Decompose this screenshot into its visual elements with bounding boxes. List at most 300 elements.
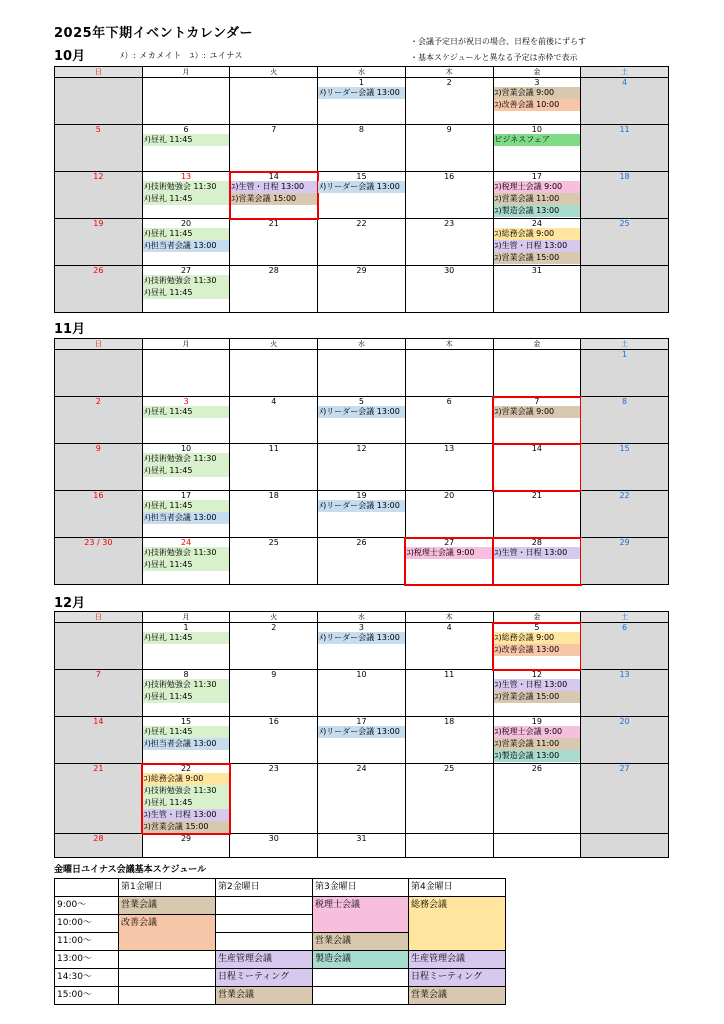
schedule-header-week1: 第1金曜日 bbox=[119, 879, 216, 897]
day-number: 20 bbox=[444, 491, 455, 500]
day-number: 17 bbox=[356, 717, 367, 726]
weekday-header: 月 bbox=[142, 612, 230, 623]
event-item: ﾕ)営業会議 9:00 bbox=[494, 406, 581, 418]
day-number bbox=[55, 78, 142, 87]
event-item: ﾒ)昼礼 11:45 bbox=[143, 228, 230, 240]
day-cell bbox=[405, 444, 493, 491]
time-label: 13:00～ bbox=[55, 951, 119, 969]
day-cell bbox=[493, 538, 581, 585]
day-number: 26 bbox=[356, 538, 367, 547]
day-cell bbox=[493, 623, 581, 670]
day-number bbox=[55, 623, 142, 632]
day-cell bbox=[581, 491, 669, 538]
day-number: 29 bbox=[356, 266, 367, 275]
schedule-empty bbox=[216, 933, 313, 951]
day-number: 15 bbox=[356, 172, 367, 181]
event-item: ﾒ)昼礼 11:45 bbox=[143, 559, 230, 571]
weekday-header: 木 bbox=[405, 339, 493, 350]
day-cell bbox=[55, 125, 143, 172]
event-item: ﾕ)生管・日程 13:00 bbox=[494, 240, 581, 252]
day-number: 9 bbox=[446, 125, 452, 134]
calendar-december bbox=[54, 611, 669, 858]
day-number: 1 bbox=[622, 350, 628, 359]
day-number: 3 bbox=[358, 623, 364, 632]
event-item: ﾕ)生管・日程 13:00 bbox=[494, 547, 581, 559]
day-number: 2 bbox=[446, 78, 452, 87]
day-number: 14 bbox=[93, 717, 104, 726]
day-number: 16 bbox=[268, 717, 279, 726]
day-cell bbox=[55, 538, 143, 585]
day-number: 27 bbox=[619, 764, 630, 773]
schedule-title: 金曜日ユイナス会議基本スケジュール bbox=[54, 865, 207, 875]
day-number: 3 bbox=[534, 78, 540, 87]
day-cell bbox=[405, 397, 493, 444]
event-item: ﾒ)担当者会議 13:00 bbox=[143, 738, 230, 750]
day-cell bbox=[230, 397, 318, 444]
month-label-dec: 12月 bbox=[54, 596, 86, 611]
weekday-header: 金 bbox=[493, 612, 581, 623]
day-cell bbox=[581, 834, 669, 858]
day-cell bbox=[55, 670, 143, 717]
event-item: ﾕ)税理士会議 9:00 bbox=[406, 547, 493, 559]
schedule-header-blank bbox=[55, 879, 119, 897]
day-number: 18 bbox=[268, 491, 279, 500]
day-cell bbox=[405, 491, 493, 538]
day-cell bbox=[142, 78, 230, 125]
event-item: ﾕ)税理士会議 9:00 bbox=[494, 181, 581, 193]
day-cell bbox=[581, 717, 669, 764]
day-cell bbox=[581, 444, 669, 491]
event-item: ﾒ)昼礼 11:45 bbox=[143, 500, 230, 512]
schedule-empty bbox=[119, 987, 216, 1005]
event-item: ﾕ)生管・日程 13:00 bbox=[143, 809, 230, 821]
day-number: 2 bbox=[95, 397, 101, 406]
day-number: 10 bbox=[356, 670, 367, 679]
day-cell bbox=[55, 397, 143, 444]
month-label-nov: 11月 bbox=[54, 322, 86, 337]
schedule-item: 日程ミーティング bbox=[409, 969, 506, 987]
day-cell bbox=[142, 172, 230, 219]
day-number: 12 bbox=[531, 670, 542, 679]
day-number: 30 bbox=[444, 266, 455, 275]
event-item: ﾒ)技術勉強会 11:30 bbox=[143, 679, 230, 691]
schedule-empty bbox=[216, 897, 313, 915]
day-number bbox=[318, 350, 405, 359]
day-number: 24 bbox=[356, 764, 367, 773]
schedule-item: 営業会議 bbox=[409, 987, 506, 1005]
day-cell bbox=[405, 670, 493, 717]
day-number: 26 bbox=[93, 266, 104, 275]
day-number bbox=[143, 350, 230, 359]
day-cell bbox=[405, 717, 493, 764]
day-cell bbox=[55, 219, 143, 266]
day-number: 7 bbox=[271, 125, 277, 134]
day-number: 5 bbox=[534, 623, 540, 632]
calendar-november bbox=[54, 338, 669, 585]
event-item: ﾒ)リーダー会議 13:00 bbox=[318, 500, 405, 512]
day-cell bbox=[230, 764, 318, 834]
day-cell bbox=[405, 172, 493, 219]
day-cell bbox=[230, 172, 318, 219]
day-number: 31 bbox=[531, 266, 542, 275]
day-cell bbox=[230, 219, 318, 266]
day-number: 27 bbox=[444, 538, 455, 547]
day-number: 29 bbox=[180, 834, 192, 843]
day-cell bbox=[581, 538, 669, 585]
weekday-header: 金 bbox=[493, 67, 581, 78]
day-cell bbox=[142, 834, 230, 858]
day-cell bbox=[142, 350, 230, 397]
day-cell bbox=[55, 266, 143, 313]
day-cell bbox=[318, 834, 406, 858]
day-cell bbox=[405, 834, 493, 858]
day-number: 22 bbox=[619, 491, 630, 500]
event-item: ﾒ)技術勉強会 11:30 bbox=[143, 181, 230, 193]
legend: ﾒ）: メカメイト ﾕ）: ユイナス bbox=[120, 51, 243, 60]
day-cell bbox=[318, 219, 406, 266]
day-number: 29 bbox=[619, 538, 630, 547]
weekday-header: 日 bbox=[55, 339, 143, 350]
day-number: 4 bbox=[271, 397, 277, 406]
event-item: ﾕ)営業会議 9:00 bbox=[494, 87, 581, 99]
day-number: 5 bbox=[95, 125, 101, 134]
day-number: 12 bbox=[93, 172, 104, 181]
event-item: ﾕ)製造会議 13:00 bbox=[494, 750, 581, 762]
event-item: ﾒ)リーダー会議 13:00 bbox=[318, 726, 405, 738]
schedule-item: 営業会議 bbox=[216, 987, 313, 1005]
month-label-oct: 10月 bbox=[54, 49, 86, 64]
day-cell bbox=[318, 350, 406, 397]
day-number bbox=[55, 350, 142, 359]
day-number: 17 bbox=[531, 172, 542, 181]
day-cell bbox=[318, 491, 406, 538]
day-cell bbox=[581, 397, 669, 444]
event-item: ﾒ)昼礼 11:45 bbox=[143, 406, 230, 418]
schedule-empty bbox=[119, 969, 216, 987]
day-number bbox=[581, 834, 668, 843]
day-number: 18 bbox=[444, 717, 455, 726]
day-cell bbox=[230, 834, 318, 858]
day-cell bbox=[318, 764, 406, 834]
day-cell bbox=[318, 444, 406, 491]
day-cell bbox=[142, 397, 230, 444]
day-cell bbox=[142, 717, 230, 764]
day-cell bbox=[55, 444, 143, 491]
event-item: ビジネスフェア bbox=[494, 134, 581, 146]
schedule-empty bbox=[313, 969, 409, 987]
weekday-header: 火 bbox=[230, 612, 318, 623]
day-cell bbox=[493, 172, 581, 219]
schedule-header-week2: 第2金曜日 bbox=[216, 879, 313, 897]
time-label: 14:30～ bbox=[55, 969, 119, 987]
day-cell bbox=[142, 538, 230, 585]
day-number: 21 bbox=[93, 764, 104, 773]
day-number: 20 bbox=[180, 219, 192, 228]
event-item: ﾕ)生管・日程 13:00 bbox=[494, 679, 581, 691]
day-number: 8 bbox=[622, 397, 628, 406]
day-number bbox=[494, 834, 581, 843]
event-item: ﾕ)製造会議 13:00 bbox=[494, 205, 581, 217]
day-cell bbox=[142, 623, 230, 670]
day-number: 14 bbox=[268, 172, 279, 181]
day-number: 23 / 30 bbox=[84, 538, 113, 547]
day-cell bbox=[55, 78, 143, 125]
day-cell bbox=[318, 266, 406, 313]
day-number: 27 bbox=[180, 266, 192, 275]
event-item: ﾕ)営業会議 15:00 bbox=[494, 252, 581, 264]
day-cell bbox=[493, 764, 581, 834]
day-number: 12 bbox=[356, 444, 367, 453]
day-cell bbox=[55, 717, 143, 764]
weekday-header: 木 bbox=[405, 612, 493, 623]
day-cell bbox=[230, 717, 318, 764]
event-item: ﾕ)改善会議 13:00 bbox=[494, 644, 581, 656]
day-cell bbox=[230, 538, 318, 585]
day-cell bbox=[493, 670, 581, 717]
day-number: 16 bbox=[93, 491, 104, 500]
day-number: 8 bbox=[183, 670, 189, 679]
day-number: 3 bbox=[183, 397, 189, 406]
event-item: ﾒ)技術勉強会 11:30 bbox=[143, 785, 230, 797]
schedule-item: 総務会議 bbox=[409, 897, 506, 951]
day-number: 14 bbox=[531, 444, 542, 453]
day-cell bbox=[230, 491, 318, 538]
day-cell bbox=[405, 219, 493, 266]
event-item: ﾒ)リーダー会議 13:00 bbox=[318, 87, 405, 99]
event-item: ﾒ)リーダー会議 13:00 bbox=[318, 406, 405, 418]
schedule-empty bbox=[313, 987, 409, 1005]
day-cell bbox=[493, 219, 581, 266]
day-number: 6 bbox=[183, 125, 189, 134]
day-number: 13 bbox=[619, 670, 630, 679]
day-number: 11 bbox=[444, 670, 455, 679]
day-number: 18 bbox=[619, 172, 630, 181]
day-number: 15 bbox=[619, 444, 630, 453]
day-cell bbox=[55, 491, 143, 538]
event-item: ﾒ)技術勉強会 11:30 bbox=[143, 453, 230, 465]
day-cell bbox=[493, 444, 581, 491]
event-item: ﾒ)昼礼 11:45 bbox=[143, 287, 230, 299]
schedule-item: 営業会議 bbox=[313, 933, 409, 951]
time-label: 9:00～ bbox=[55, 897, 119, 915]
day-number: 16 bbox=[444, 172, 455, 181]
day-cell bbox=[581, 764, 669, 834]
day-cell bbox=[493, 125, 581, 172]
day-cell bbox=[142, 219, 230, 266]
day-cell bbox=[142, 266, 230, 313]
day-cell bbox=[142, 764, 230, 834]
day-cell bbox=[581, 623, 669, 670]
day-number: 25 bbox=[444, 764, 455, 773]
day-cell bbox=[493, 397, 581, 444]
day-cell bbox=[405, 538, 493, 585]
weekday-header: 土 bbox=[581, 67, 669, 78]
day-number: 23 bbox=[268, 764, 279, 773]
day-number: 4 bbox=[446, 623, 452, 632]
day-cell bbox=[230, 78, 318, 125]
schedule-item: 日程ミーティング bbox=[216, 969, 313, 987]
day-number: 21 bbox=[268, 219, 279, 228]
event-item: ﾕ)総務会議 9:00 bbox=[494, 228, 581, 240]
day-number: 21 bbox=[531, 491, 542, 500]
day-number: 6 bbox=[622, 623, 628, 632]
day-number: 19 bbox=[531, 717, 542, 726]
day-cell bbox=[318, 78, 406, 125]
schedule-item: 営業会議 bbox=[119, 897, 216, 915]
event-item: ﾕ)税理士会議 9:00 bbox=[494, 726, 581, 738]
event-item: ﾕ)営業会議 15:00 bbox=[494, 691, 581, 703]
time-label: 15:00～ bbox=[55, 987, 119, 1005]
day-cell bbox=[405, 266, 493, 313]
day-number: 28 bbox=[531, 538, 542, 547]
event-item: ﾒ)リーダー会議 13:00 bbox=[318, 181, 405, 193]
day-cell bbox=[55, 834, 143, 858]
day-number: 1 bbox=[358, 78, 364, 87]
time-label: 11:00～ bbox=[55, 933, 119, 951]
day-cell bbox=[581, 266, 669, 313]
weekday-header: 月 bbox=[142, 339, 230, 350]
event-item: ﾕ)営業会議 11:00 bbox=[494, 193, 581, 205]
weekday-header: 月 bbox=[142, 67, 230, 78]
day-cell bbox=[230, 623, 318, 670]
day-number: 22 bbox=[180, 764, 192, 773]
event-item: ﾒ)技術勉強会 11:30 bbox=[143, 275, 230, 287]
day-cell bbox=[405, 350, 493, 397]
event-item: ﾒ)昼礼 11:45 bbox=[143, 632, 230, 644]
event-item: ﾕ)生管・日程 13:00 bbox=[230, 181, 317, 193]
schedule-header-week3: 第3金曜日 bbox=[313, 879, 409, 897]
day-cell bbox=[493, 717, 581, 764]
page-title: 2025年下期イベントカレンダー bbox=[54, 26, 253, 41]
schedule-empty bbox=[216, 915, 313, 933]
event-item: ﾒ)昼礼 11:45 bbox=[143, 193, 230, 205]
day-number: 24 bbox=[180, 538, 192, 547]
day-number bbox=[406, 834, 493, 843]
day-cell bbox=[493, 350, 581, 397]
day-cell bbox=[405, 78, 493, 125]
day-number: 28 bbox=[268, 266, 279, 275]
day-cell bbox=[493, 491, 581, 538]
day-number bbox=[143, 78, 230, 87]
day-cell bbox=[55, 350, 143, 397]
friday-schedule-table bbox=[54, 878, 506, 1005]
event-item: ﾒ)技術勉強会 11:30 bbox=[143, 547, 230, 559]
day-number bbox=[406, 350, 493, 359]
day-number: 24 bbox=[531, 219, 542, 228]
weekday-header: 水 bbox=[318, 67, 406, 78]
day-cell bbox=[493, 78, 581, 125]
event-item: ﾕ)総務会議 9:00 bbox=[143, 773, 230, 785]
day-cell bbox=[405, 125, 493, 172]
day-cell bbox=[318, 623, 406, 670]
day-number: 9 bbox=[95, 444, 101, 453]
day-number: 31 bbox=[356, 834, 367, 843]
day-number: 10 bbox=[180, 444, 192, 453]
time-label: 10:00～ bbox=[55, 915, 119, 933]
weekday-header: 火 bbox=[230, 339, 318, 350]
day-number bbox=[581, 266, 668, 275]
schedule-item: 改善会議 bbox=[119, 915, 216, 951]
schedule-item: 税理士会議 bbox=[313, 897, 409, 933]
schedule-header-week4: 第4金曜日 bbox=[409, 879, 506, 897]
day-cell bbox=[581, 670, 669, 717]
day-number: 7 bbox=[95, 670, 101, 679]
event-item: ﾒ)担当者会議 13:00 bbox=[143, 240, 230, 252]
weekday-header: 日 bbox=[55, 67, 143, 78]
day-cell bbox=[318, 172, 406, 219]
day-cell bbox=[493, 834, 581, 858]
day-cell bbox=[581, 172, 669, 219]
weekday-header: 土 bbox=[581, 339, 669, 350]
day-number: 30 bbox=[268, 834, 279, 843]
day-number bbox=[230, 78, 317, 87]
day-cell bbox=[142, 444, 230, 491]
day-cell bbox=[581, 78, 669, 125]
weekday-header: 水 bbox=[318, 339, 406, 350]
day-number: 19 bbox=[93, 219, 104, 228]
weekday-header: 土 bbox=[581, 612, 669, 623]
day-cell bbox=[230, 350, 318, 397]
day-number: 5 bbox=[358, 397, 364, 406]
day-cell bbox=[55, 764, 143, 834]
day-cell bbox=[318, 670, 406, 717]
day-number: 13 bbox=[444, 444, 455, 453]
day-cell bbox=[318, 538, 406, 585]
weekday-header: 水 bbox=[318, 612, 406, 623]
day-cell bbox=[405, 623, 493, 670]
event-item: ﾕ)営業会議 15:00 bbox=[143, 821, 230, 833]
event-item: ﾕ)改善会議 10:00 bbox=[494, 99, 581, 111]
day-cell bbox=[318, 125, 406, 172]
day-number: 8 bbox=[358, 125, 364, 134]
weekday-header: 火 bbox=[230, 67, 318, 78]
note-red-frame: ・基本スケジュールと異なる予定は赤枠で表示 bbox=[410, 53, 578, 62]
day-number: 17 bbox=[180, 491, 192, 500]
day-cell bbox=[230, 125, 318, 172]
day-number bbox=[230, 350, 317, 359]
day-cell bbox=[318, 397, 406, 444]
event-item: ﾒ)リーダー会議 13:00 bbox=[318, 632, 405, 644]
day-cell bbox=[318, 717, 406, 764]
event-item: ﾒ)昼礼 11:45 bbox=[143, 726, 230, 738]
day-number: 13 bbox=[180, 172, 192, 181]
day-number: 19 bbox=[356, 491, 367, 500]
day-cell bbox=[55, 623, 143, 670]
day-number: 26 bbox=[531, 764, 542, 773]
weekday-header: 金 bbox=[493, 339, 581, 350]
day-cell bbox=[142, 491, 230, 538]
day-number: 2 bbox=[271, 623, 277, 632]
day-number: 4 bbox=[622, 78, 628, 87]
schedule-item: 生産管理会議 bbox=[216, 951, 313, 969]
day-cell bbox=[581, 125, 669, 172]
day-cell bbox=[493, 266, 581, 313]
day-cell bbox=[230, 670, 318, 717]
day-cell bbox=[142, 670, 230, 717]
day-number: 15 bbox=[180, 717, 192, 726]
day-cell bbox=[55, 172, 143, 219]
day-number: 11 bbox=[619, 125, 630, 134]
day-number: 1 bbox=[183, 623, 189, 632]
day-number bbox=[494, 350, 581, 359]
event-item: ﾒ)昼礼 11:45 bbox=[143, 797, 230, 809]
day-number: 11 bbox=[268, 444, 279, 453]
day-cell bbox=[581, 219, 669, 266]
day-number: 20 bbox=[619, 717, 630, 726]
day-number: 28 bbox=[93, 834, 104, 843]
schedule-item: 製造会議 bbox=[313, 951, 409, 969]
day-cell bbox=[581, 350, 669, 397]
